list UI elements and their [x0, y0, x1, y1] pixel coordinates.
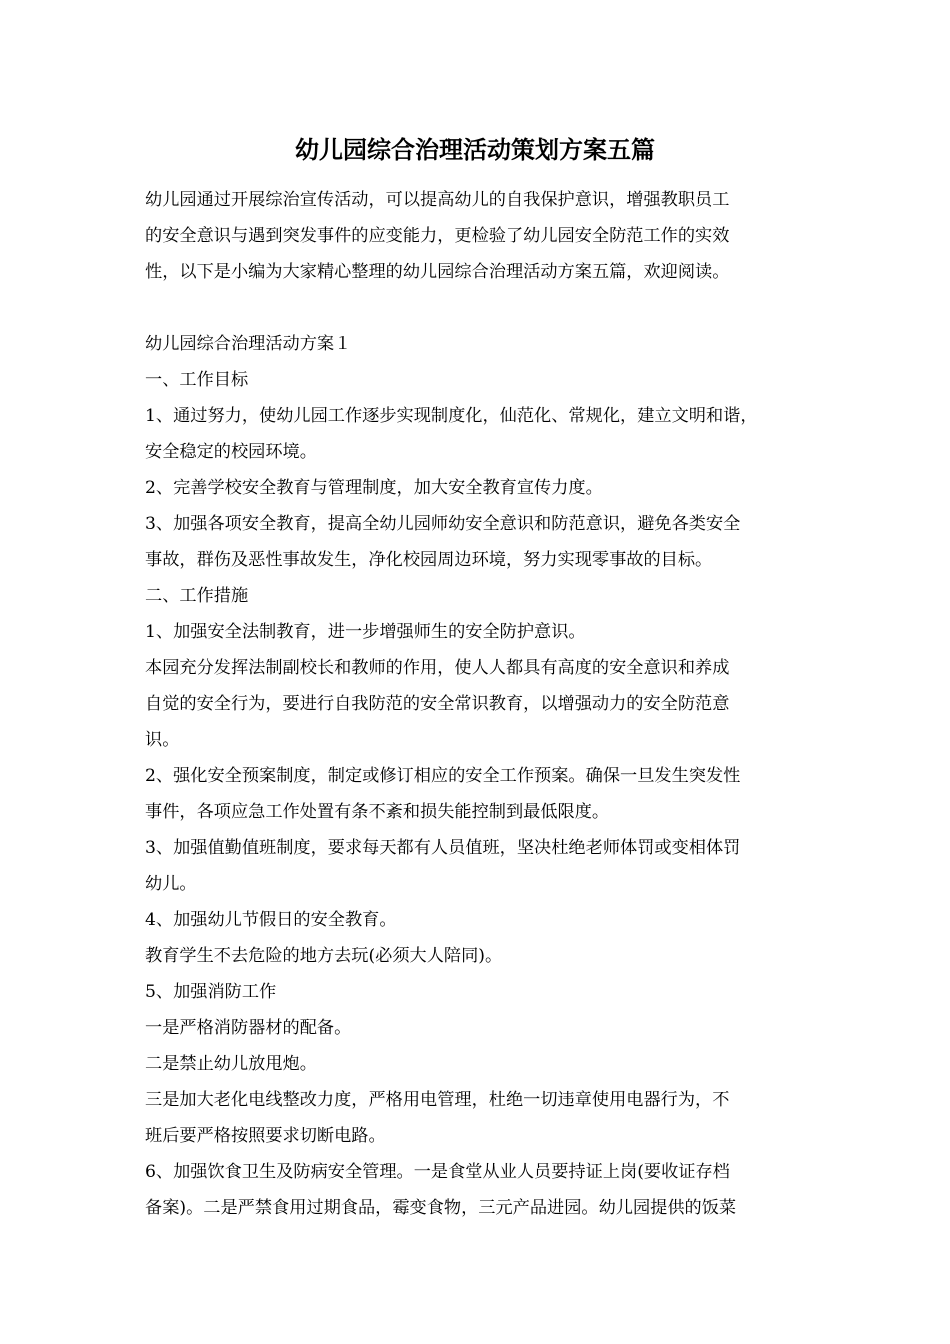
text-line: 2、完善学校安全教育与管理制度，加大安全教育宣传力度。: [145, 478, 603, 498]
text-line: 幼儿。: [145, 874, 197, 894]
text-line: 事故，群伤及恶性事故发生，净化校园周边环境，努力实现零事故的目标。: [145, 550, 713, 570]
intro-paragraph: [145, 182, 825, 290]
text-line: 事件，各项应急工作处置有条不紊和损失能控制到最低限度。: [145, 802, 610, 822]
text-line: 备案)。二是严禁食用过期食品，霉变食物，三元产品进园。幼儿园提供的饭菜: [145, 1198, 737, 1218]
text-line: 识。: [145, 730, 180, 750]
text-line: 二是禁止幼儿放甩炮。: [145, 1054, 317, 1074]
text-line: 自觉的安全行为，要进行自我防范的安全常识教育，以增强动力的安全防范意: [145, 694, 730, 714]
section-heading: 幼儿园综合治理活动方案１: [145, 334, 352, 354]
text-line: 3、加强值勤值班制度，要求每天都有人员值班，坚决杜绝老师体罚或变相体罚: [145, 838, 741, 858]
text-line: 3、加强各项安全教育，提高全幼儿园师幼安全意识和防范意识，避免各类安全: [145, 514, 741, 534]
intro-line: 性，以下是小编为大家精心整理的幼儿园综合治理活动方案五篇，欢迎阅读。: [145, 262, 730, 282]
text-line: 一是严格消防器材的配备。: [145, 1018, 352, 1038]
intro-line: 的安全意识与遇到突发事件的应变能力，更检验了幼儿园安全防范工作的实效: [145, 226, 730, 246]
text-line: 5、加强消防工作: [145, 982, 277, 1002]
text-line: 本园充分发挥法制副校长和教师的作用，使人人都具有高度的安全意识和养成: [145, 658, 730, 678]
text-line: 三是加大老化电线整改力度，严格用电管理，杜绝一切违章使用电器行为，不: [145, 1090, 730, 1110]
text-line: 教育学生不去危险的地方去玩(必须大人陪同)。: [145, 946, 503, 966]
text-line: 安全稳定的校园环境。: [145, 442, 317, 462]
text-line: 1、通过努力，使幼儿园工作逐步实现制度化，仙范化、常规化，建立文明和谐，: [145, 406, 758, 426]
text-line: 4、加强幼儿节假日的安全教育。: [145, 910, 397, 930]
text-line: 2、强化安全预案制度，制定或修订相应的安全工作预案。确保一旦发生突发性: [145, 766, 741, 786]
text-line: 1、加强安全法制教育，进一步增强师生的安全防护意识。: [145, 622, 586, 642]
subsection-heading: 一、工作目标: [145, 370, 249, 390]
document-body: [145, 326, 825, 1226]
text-line: 班后要严格按照要求切断电路。: [145, 1126, 386, 1146]
document-title: 幼儿园综合治理活动策划方案五篇: [295, 135, 655, 164]
text-line: 6、加强饮食卫生及防病安全管理。一是食堂从业人员要持证上岗(要收证存档: [145, 1162, 730, 1182]
intro-line: 幼儿园通过开展综治宣传活动，可以提高幼儿的自我保护意识，增强教职员工: [145, 190, 730, 210]
subsection-heading: 二、工作措施: [145, 586, 249, 606]
